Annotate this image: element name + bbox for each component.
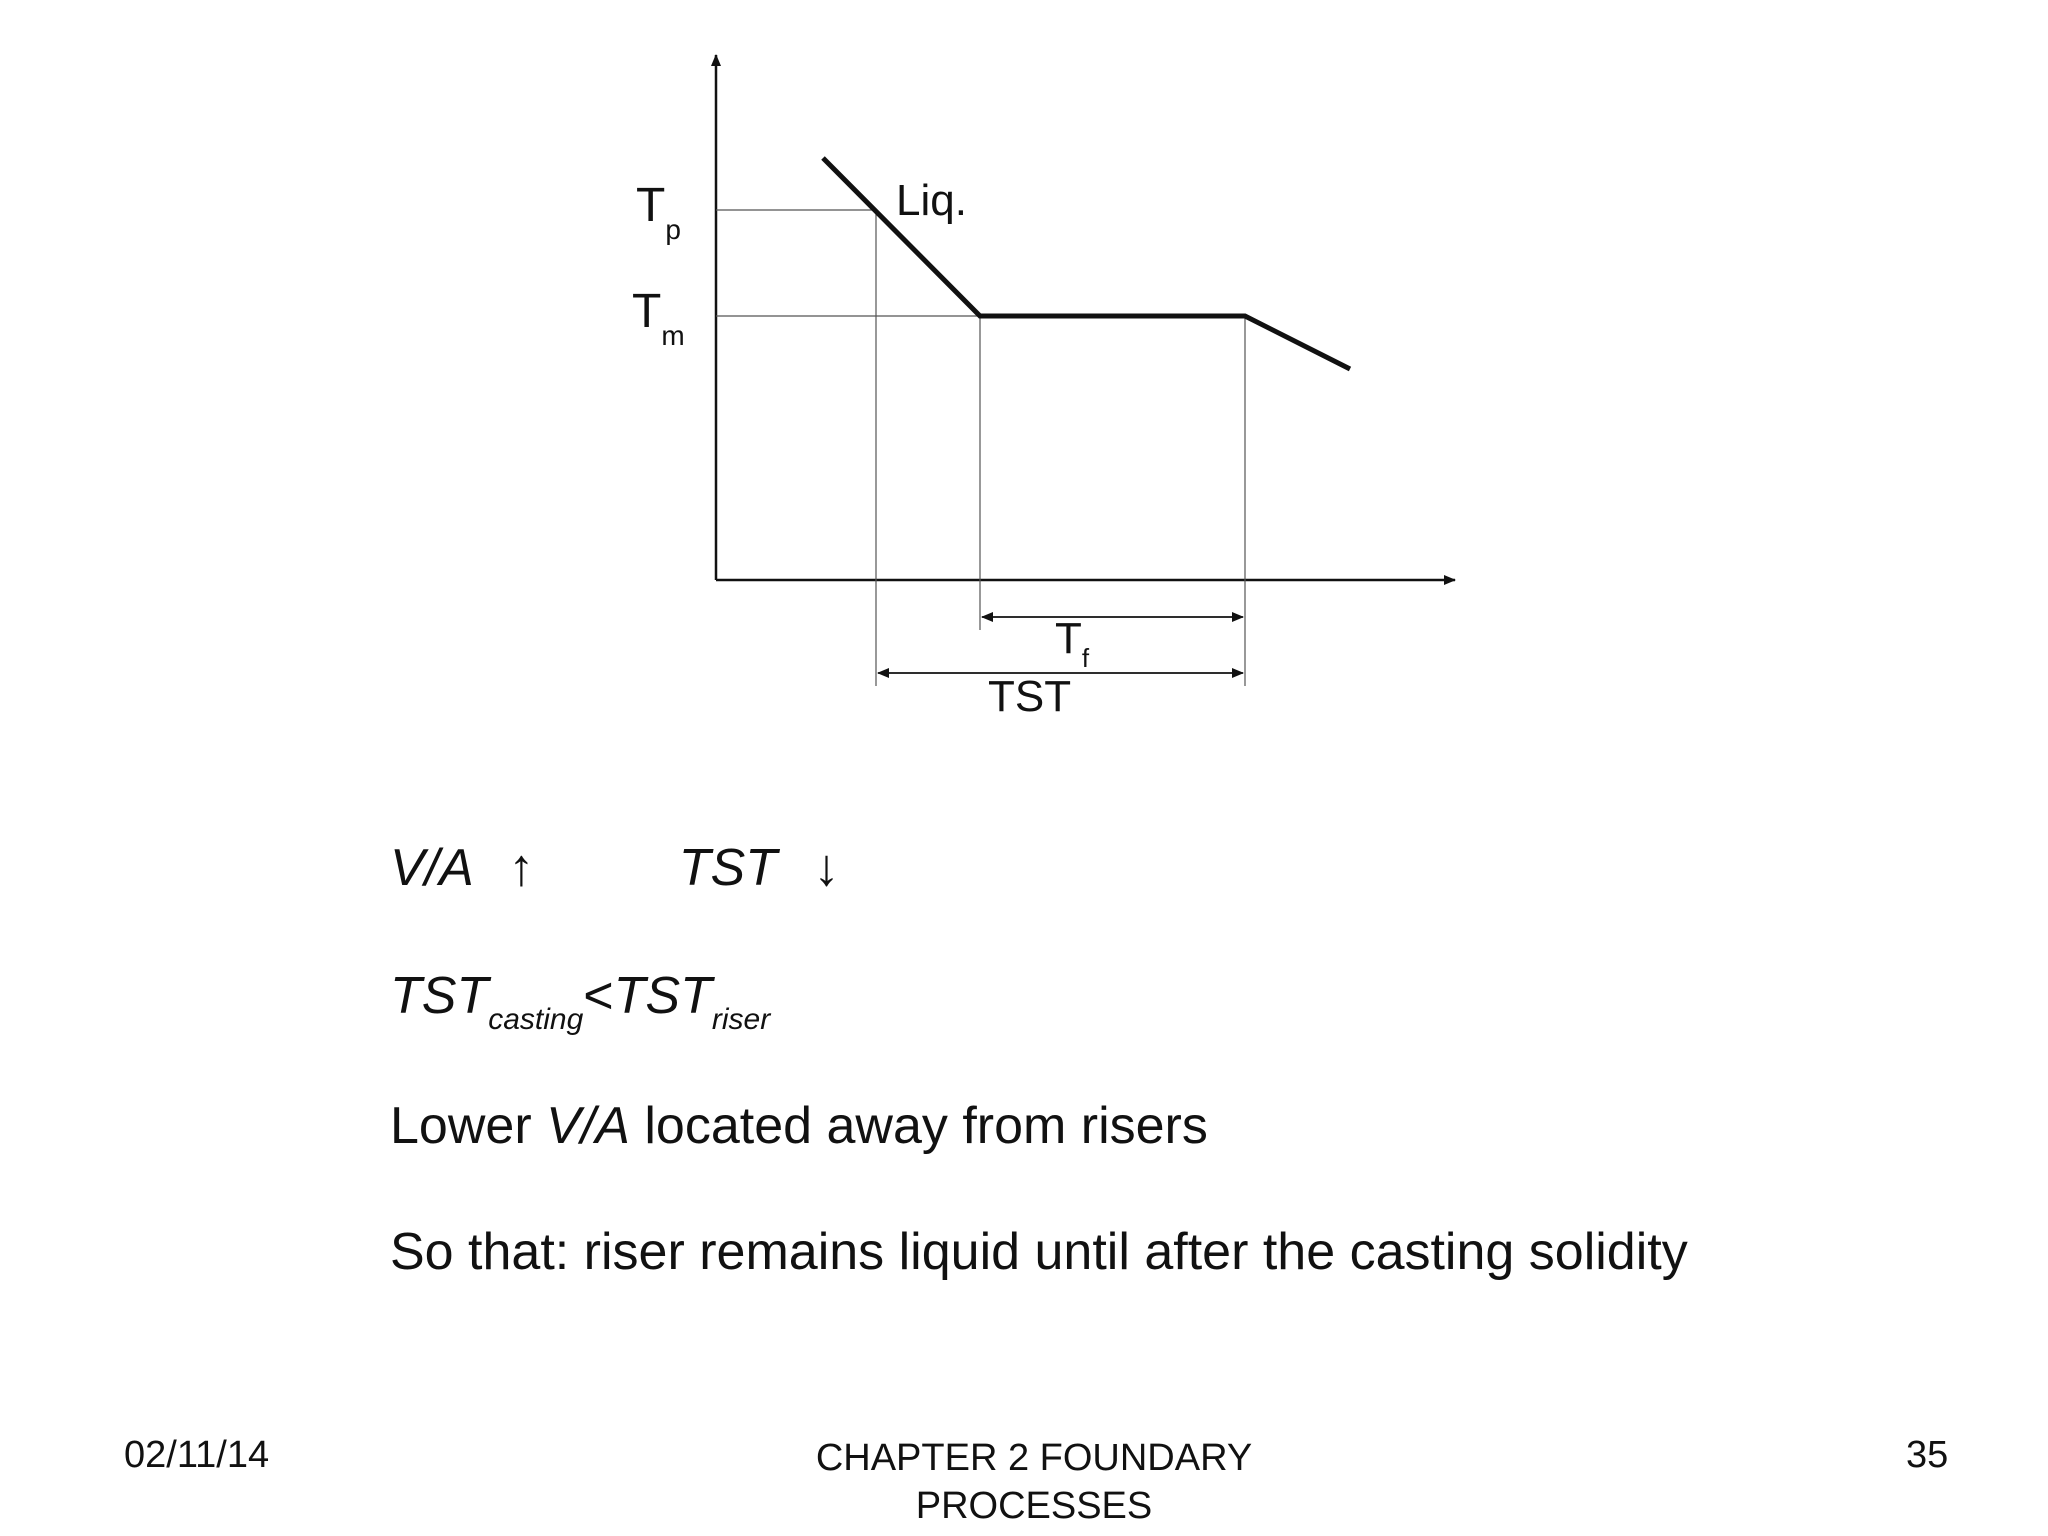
lower-va-before: Lower xyxy=(390,1097,547,1155)
footer-date: 02/11/14 xyxy=(124,1434,270,1476)
liquid-label: Liq. xyxy=(896,176,967,225)
va-term: V/A xyxy=(390,839,472,897)
tf-label-main: T xyxy=(1055,614,1082,663)
tm-label-sub: m xyxy=(661,320,685,351)
tst-casting-main: TST xyxy=(390,967,489,1025)
tm-label xyxy=(632,284,685,351)
tm-label-main: T xyxy=(632,285,662,338)
footer-page-number: 35 xyxy=(1906,1434,1949,1476)
footer-title-line1: CHAPTER 2 FOUNDARY xyxy=(815,1437,1253,1479)
tp-label xyxy=(636,178,681,245)
lower-va-term: V/A xyxy=(546,1097,630,1155)
tf-label xyxy=(1055,614,1090,673)
up-arrow-icon: ↑ xyxy=(508,839,535,897)
tp-label-sub: p xyxy=(665,214,681,245)
tst-label: TST xyxy=(988,672,1072,721)
tst-riser-main: TST xyxy=(613,967,712,1025)
tf-label-sub: f xyxy=(1081,643,1090,673)
less-than-operator: < xyxy=(583,967,614,1025)
footer-title xyxy=(724,1434,1344,1530)
footer-title-line2: PROCESSES xyxy=(915,1485,1153,1527)
tst-casting-sub: casting xyxy=(488,1003,584,1036)
tst-term: TST xyxy=(678,839,778,897)
lower-va-after: located away from risers xyxy=(629,1097,1208,1155)
relation-line xyxy=(390,838,839,898)
tp-label-main: T xyxy=(636,179,666,232)
down-arrow-icon: ↓ xyxy=(813,839,840,897)
tst-comparison-line xyxy=(390,966,771,1036)
tst-riser-sub: riser xyxy=(711,1003,771,1036)
so-that-line: So that: riser remains liquid until after the casting solidity xyxy=(390,1223,1688,1281)
lower-va-line xyxy=(390,1096,1208,1156)
